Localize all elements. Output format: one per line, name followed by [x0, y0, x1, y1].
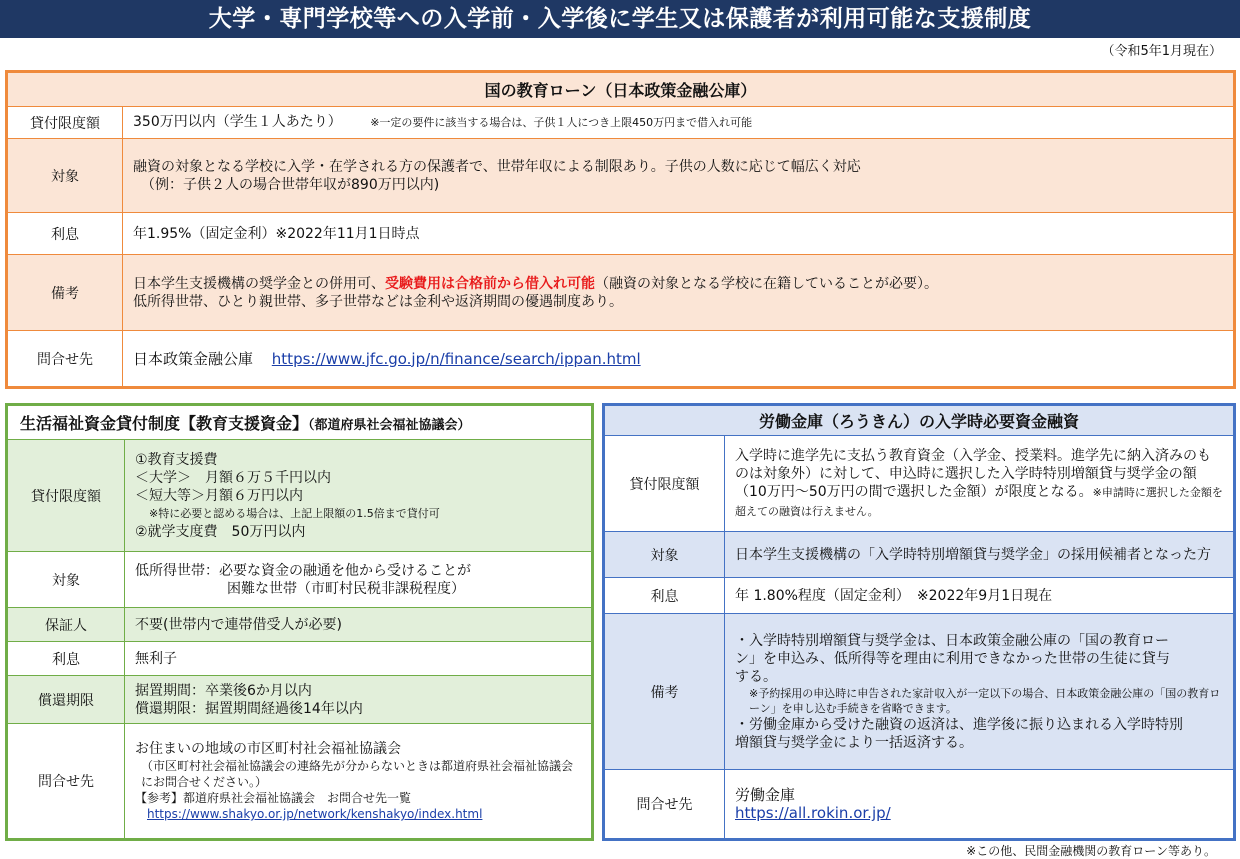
welfare-guarantor-value: 不要(世帯内で連帯借受人が必要)	[125, 608, 592, 642]
rokin-remarks-note: ※予約採用の申込時に申告された家計収入が一定以下の場合、日本政策金融公庫の「国の教育ローン」を申し込む手続きを省略できます。	[749, 686, 1221, 715]
rokin-remarks-value	[725, 614, 1234, 770]
footer-note: ※この他、民間金融機関の教育ローン等あり。	[966, 844, 1216, 858]
rokin-contact-value	[725, 770, 1234, 839]
welfare-limit-line1: ①教育支援費	[135, 451, 218, 468]
welfare-target-value	[125, 552, 592, 608]
rokin-limit-text: 入学時に進学先に支払う教育資金（入学金、授業料。進学先に納入済みのものは対象外）に対して、申込時に選択した入学時特別増額貸与奨学金の額（10万円～50万円の間で選択した金額）が限度となる。	[735, 447, 1211, 500]
rokin-contact-name: 労働金庫	[735, 786, 796, 804]
welfare-target-line1: 低所得世帯：必要な資金の融通を他から受けることが	[135, 562, 471, 579]
welfare-limit-line2: ＜大学＞ 月額６万５千円以内	[135, 469, 331, 486]
welfare-repay-line2: 償還期限：据置期間経過後14年以内	[135, 700, 363, 717]
national-contact-label: 問合せ先	[8, 331, 123, 387]
page-title: 大学・専門学校等への入学前・入学後に学生又は保護者が利用可能な支援制度	[0, 0, 1240, 38]
national-interest-label: 利息	[8, 213, 123, 255]
welfare-contact-line2: （市区町村社会福祉協議会の連絡先が分からないときは都道府県社会福祉協議会にお問合せください。）	[141, 759, 574, 789]
national-remarks-line2: 低所得世帯、ひとり親世帯、多子世帯などは金利や返済期間の優遇制度あり。	[133, 293, 623, 310]
rokin-remarks-item2: ・労働金庫から受けた融資の返済は、進学後に振り込まれる入学時特別増額貸与奨学金により一括返済する。	[735, 716, 1183, 751]
welfare-target-line2: 困難な世帯（市町村民税非課税程度）	[227, 580, 465, 597]
national-target-line2: （例：子供２人の場合世帯年収が890万円以内)	[141, 176, 440, 193]
welfare-interest-value: 無利子	[125, 642, 592, 676]
welfare-contact-link[interactable]: https://www.shakyo.or.jp/network/kenshakyo/index.html	[147, 807, 483, 821]
welfare-limit-value	[125, 440, 592, 552]
welfare-contact-line3: 【参考】都道府県社会福祉協議会 お問合せ先一覧	[135, 791, 412, 805]
welfare-limit-line3: ＜短大等＞月額６万円以内	[135, 487, 303, 504]
welfare-limit-note: ※特に必要と認める場合は、上記上限額の1.5倍まで貸付可	[149, 506, 440, 520]
rokin-section	[602, 403, 1236, 841]
welfare-limit-line4: ②就学支度費 50万円以内	[135, 523, 306, 540]
rokin-limit-label: 貸付限度額	[605, 436, 725, 532]
national-remarks-label: 備考	[8, 255, 123, 331]
national-limit-label: 貸付限度額	[8, 107, 123, 139]
national-limit-note: ※一定の要件に該当する場合は、子供１人につき上限450万円まで借入れ可能	[370, 116, 753, 129]
national-contact-name: 日本政策金融公庫	[133, 349, 254, 368]
national-target-line1: 融資の対象となる学校に入学・在学される方の保護者で、世帯年収による制限あり。子供の人数に応じて幅広く対応	[133, 158, 861, 175]
welfare-guarantor-label: 保証人	[8, 608, 125, 642]
rokin-target-label: 対象	[605, 532, 725, 578]
welfare-repay-line1: 据置期間：卒業後6か月以内	[135, 682, 312, 699]
national-loan-title: 国の教育ローン（日本政策金融公庫）	[8, 73, 1234, 107]
welfare-limit-label: 貸付限度額	[8, 440, 125, 552]
rokin-limit-value	[725, 436, 1234, 532]
welfare-contact-value	[125, 724, 592, 839]
national-limit-value	[123, 107, 1234, 139]
national-remarks-highlight: 受験費用は合格前から借入れ可能	[385, 275, 595, 292]
welfare-contact-line1: お住まいの地域の市区町村社会福祉協議会	[135, 741, 401, 757]
rokin-interest-value: 年 1.80%程度（固定金利） ※2022年9月1日現在	[725, 578, 1234, 614]
rokin-title: 労働金庫（ろうきん）の入学時必要資金融資	[605, 406, 1234, 436]
welfare-fund-title	[8, 406, 592, 440]
national-limit-amount: 350万円以内（学生１人あたり）	[133, 114, 342, 130]
national-target-label: 対象	[8, 139, 123, 213]
welfare-repay-label: 償還期限	[8, 676, 125, 724]
national-remarks-text-2: （融資の対象となる学校に在籍していることが必要）。	[595, 275, 938, 292]
rokin-contact-label: 問合せ先	[605, 770, 725, 839]
welfare-fund-title-sub: （都道府県社会福祉協議会）	[308, 418, 471, 433]
welfare-contact-label: 問合せ先	[8, 724, 125, 839]
rokin-target-value: 日本学生支援機構の「入学時特別増額貸与奨学金」の採用候補者となった方	[725, 532, 1234, 578]
welfare-fund-section	[5, 403, 594, 841]
welfare-repay-value	[125, 676, 592, 724]
national-interest-value: 年1.95%（固定金利）※2022年11月1日時点	[123, 213, 1234, 255]
national-contact-link[interactable]: https://www.jfc.go.jp/n/finance/search/ippan.html	[271, 349, 641, 368]
rokin-contact-link[interactable]: https://all.rokin.or.jp/	[735, 804, 891, 822]
rokin-limit-note: ※申請時に選択した金額を超えての融資は行えません。	[735, 485, 1223, 518]
national-remarks-value	[123, 255, 1234, 331]
welfare-target-label: 対象	[8, 552, 125, 608]
rokin-remarks-item1: ・入学時特別増額貸与奨学金は、日本政策金融公庫の「国の教育ローン」を申込み、低所得等を理由に利用できなかった世帯の生徒に貸与する。	[735, 632, 1170, 685]
rokin-remarks-label: 備考	[605, 614, 725, 770]
rokin-interest-label: 利息	[605, 578, 725, 614]
national-remarks-text: 日本学生支援機構の奨学金との併用可、	[133, 275, 385, 292]
as-of-date: （令和5年1月現在）	[1101, 44, 1222, 59]
national-contact-value	[123, 331, 1234, 387]
welfare-interest-label: 利息	[8, 642, 125, 676]
national-target-value	[123, 139, 1234, 213]
national-education-loan-section	[5, 70, 1236, 389]
welfare-fund-title-main: 生活福祉資金貸付制度【教育支援資金】	[20, 414, 309, 433]
